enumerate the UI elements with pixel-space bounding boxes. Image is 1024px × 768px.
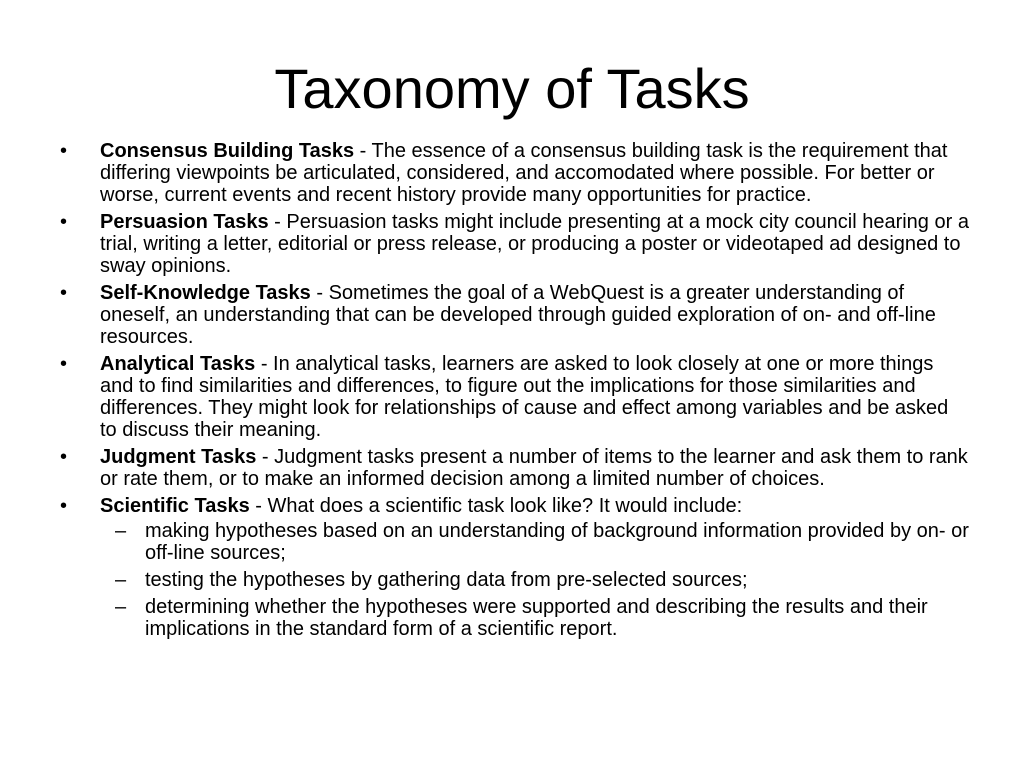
bullet-term: Consensus Building Tasks <box>100 140 355 162</box>
sub-bullet-item <box>100 596 970 640</box>
bullet-description: - Judgment tasks present a number of items to the learner and ask them to rank or rate them, or to make an informed decision among a limited number of choices. <box>100 446 968 490</box>
bullet-dot-icon: • <box>60 282 68 304</box>
bullet-term: Persuasion Tasks <box>100 211 269 233</box>
bullet-term: Self-Knowledge Tasks <box>100 282 311 304</box>
sub-bullet-list <box>100 520 970 640</box>
bullet-term: Judgment Tasks <box>100 446 257 468</box>
bullet-list <box>60 140 970 640</box>
bullet-item-self-knowledge <box>60 282 970 348</box>
bullet-item-analytical <box>60 353 970 441</box>
bullet-item-consensus-building <box>60 140 970 206</box>
bullet-item-persuasion <box>60 211 970 277</box>
bullet-description: - What does a scientific task look like? It would include: <box>249 495 743 517</box>
bullet-description: - Persuasion tasks might include presenting at a mock city council hearing or a trial, writing a letter, editorial or press release, or producing a poster or videotaped ad designed to sway opinions. <box>100 211 969 277</box>
bullet-dot-icon: • <box>60 353 68 375</box>
bullet-dot-icon: • <box>60 495 68 517</box>
sub-bullet-text: testing the hypotheses by gathering data from pre-selected sources; <box>145 569 748 591</box>
dash-icon: – <box>115 520 127 542</box>
bullet-description: - Sometimes the goal of a WebQuest is a greater understanding of oneself, an understanding that can be developed through guided exploration of on- and off-line resources. <box>100 282 936 348</box>
bullet-item-judgment <box>60 446 970 490</box>
bullet-item-scientific <box>60 495 970 640</box>
sub-bullet-item <box>100 569 970 591</box>
dash-icon: – <box>115 596 127 618</box>
bullet-dot-icon: • <box>60 446 68 468</box>
bullet-dot-icon: • <box>60 140 68 162</box>
bullet-description: - The essence of a consensus building task is the requirement that differing viewpoints be articulated, considered, and accomodated where possible. For better or worse, current events and recent history provide many opportunities for practice. <box>100 140 948 206</box>
sub-bullet-text: determining whether the hypotheses were supported and describing the results and their implications in the standard form of a scientific report. <box>145 596 928 640</box>
dash-icon: – <box>115 569 127 591</box>
bullet-description: - In analytical tasks, learners are asked to look closely at one or more things and to find similarities and differences, to figure out the implications for those similarities and differences. They might look for relationships of cause and effect among variables and be asked to discuss their meaning. <box>100 353 949 441</box>
slide-content <box>60 140 970 645</box>
bullet-dot-icon: • <box>60 211 68 233</box>
bullet-term: Analytical Tasks <box>100 353 256 375</box>
bullet-term: Scientific Tasks <box>100 495 250 517</box>
sub-bullet-item <box>100 520 970 564</box>
slide-title: Taxonomy of Tasks <box>274 57 750 120</box>
sub-bullet-text: making hypotheses based on an understanding of background information provided by on- or off-line sources; <box>145 520 969 564</box>
